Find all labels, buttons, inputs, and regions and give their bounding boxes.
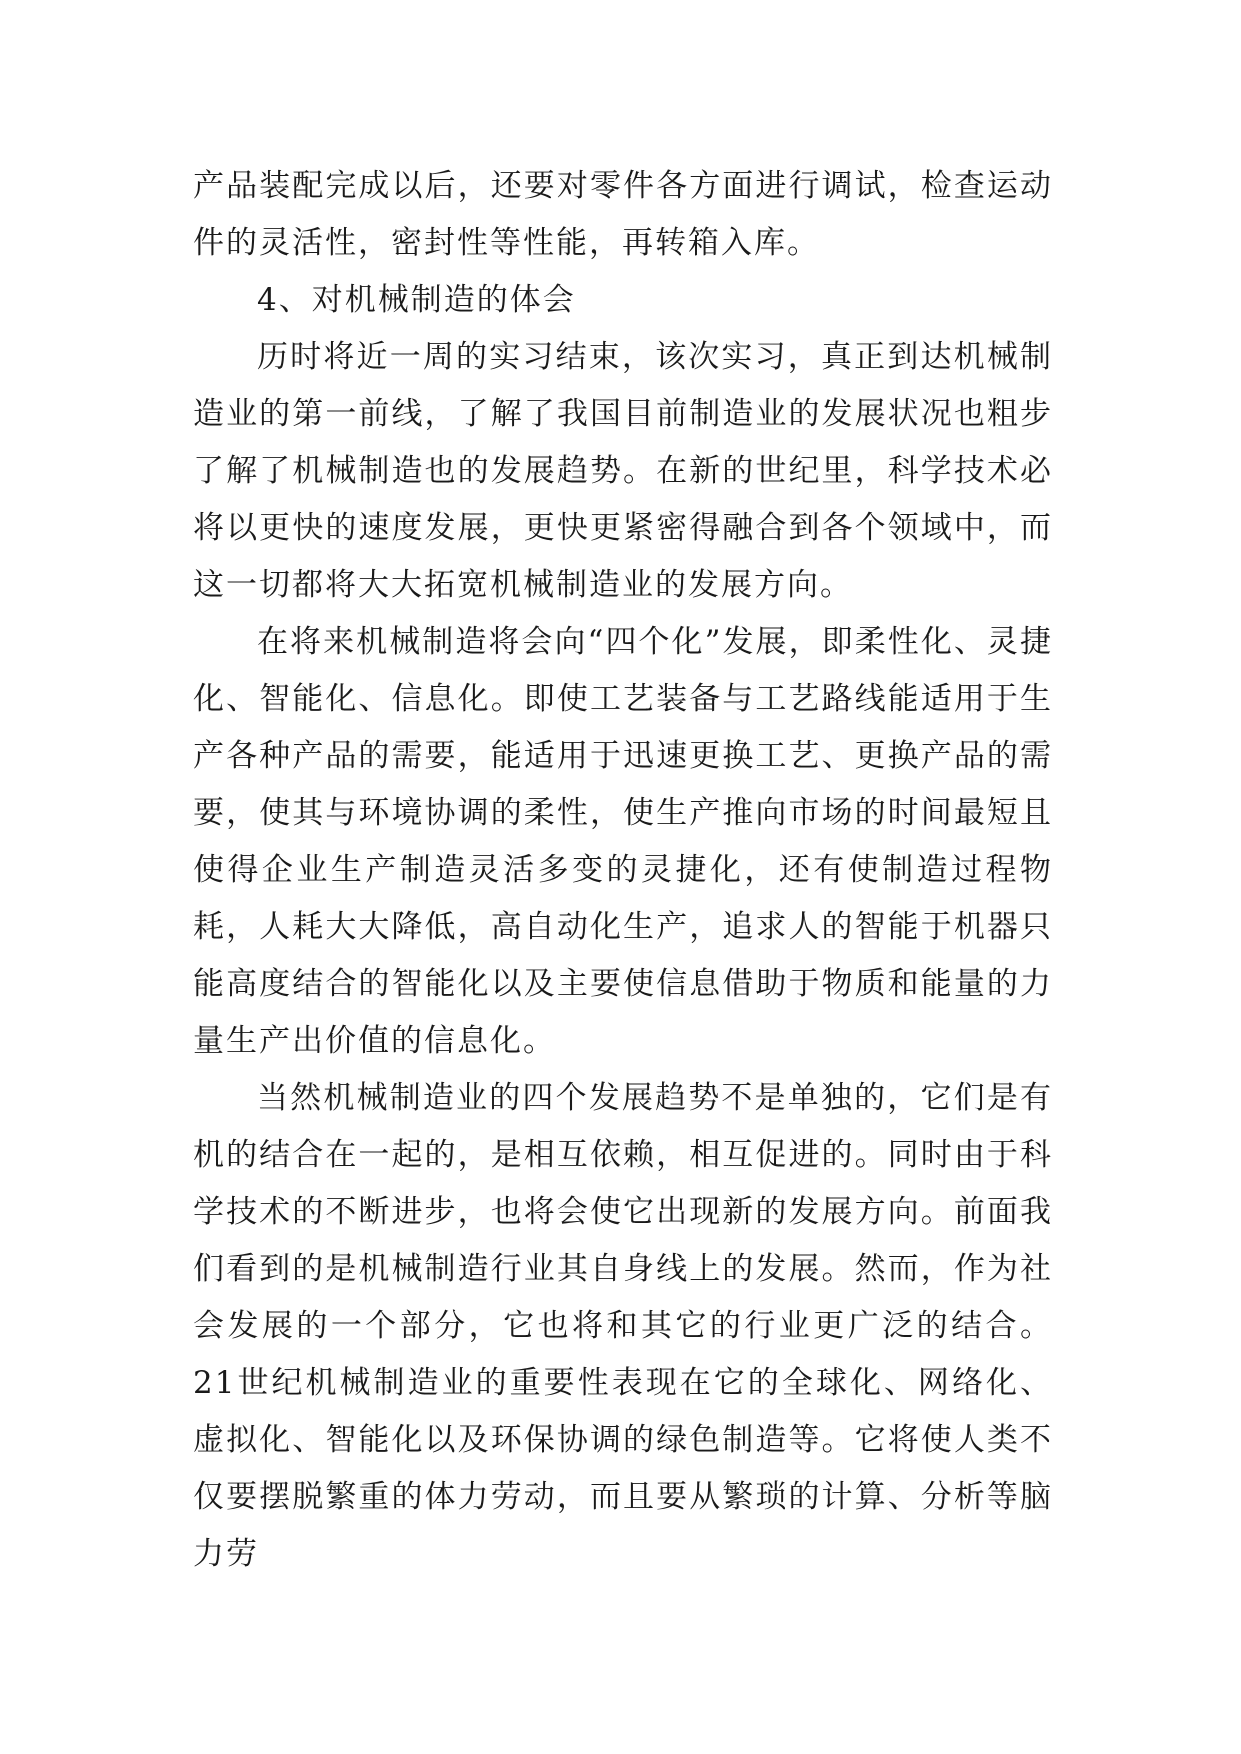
paragraph-internship-summary: 历时将近一周的实习结束，该次实习，真正到达机械制造业的第一前线，了解了我国目前制造业的发展状况也粗步了解了机械制造也的发展趋势。在新的世纪里，科学技术必将以更快的速度发展，更快更紧密得融合到各个领域中，而这一切都将大大拓宽机械制造业的发展方向。	[193, 339, 1053, 603]
section-heading: 4、对机械制造的体会	[257, 282, 576, 318]
paragraph-development-directions: 当然机械制造业的四个发展趋势不是单独的，它们是有机的结合在一起的，是相互依赖，相互促进的。同时由于科学技术的不断进步，也将会使它出现新的发展方向。前面我们看到的是机械制造行业其自身线上的发展。然而，作为社会发展的一个部分，它也将和其它的行业更广泛的结合。21世纪机械制造业的重要性表现在它的全球化、网络化、虚拟化、智能化以及环保协调的绿色制造等。它将使人类不仅要摆脱繁重的体力劳动，而且要从繁琐的计算、分析等脑力劳	[193, 1080, 1053, 1572]
paragraph-assembly-continuation: 产品装配完成以后，还要对零件各方面进行调试，检查运动件的灵活性，密封性等性能，再转箱入库。	[193, 168, 1053, 261]
body-text	[193, 158, 1053, 1583]
paragraph-four-trends: 在将来机械制造将会向“四个化”发展，即柔性化、灵捷化、智能化、信息化。即使工艺装备与工艺路线能适用于生产各种产品的需要，能适用于迅速更换工艺、更换产品的需要，使其与环境协调的柔性，使生产推向市场的时间最短且使得企业生产制造灵活多变的灵捷化，还有使制造过程物耗，人耗大大降低，高自动化生产，追求人的智能于机器只能高度结合的智能化以及主要使信息借助于物质和能量的力量生产出价值的信息化。	[193, 624, 1053, 1059]
